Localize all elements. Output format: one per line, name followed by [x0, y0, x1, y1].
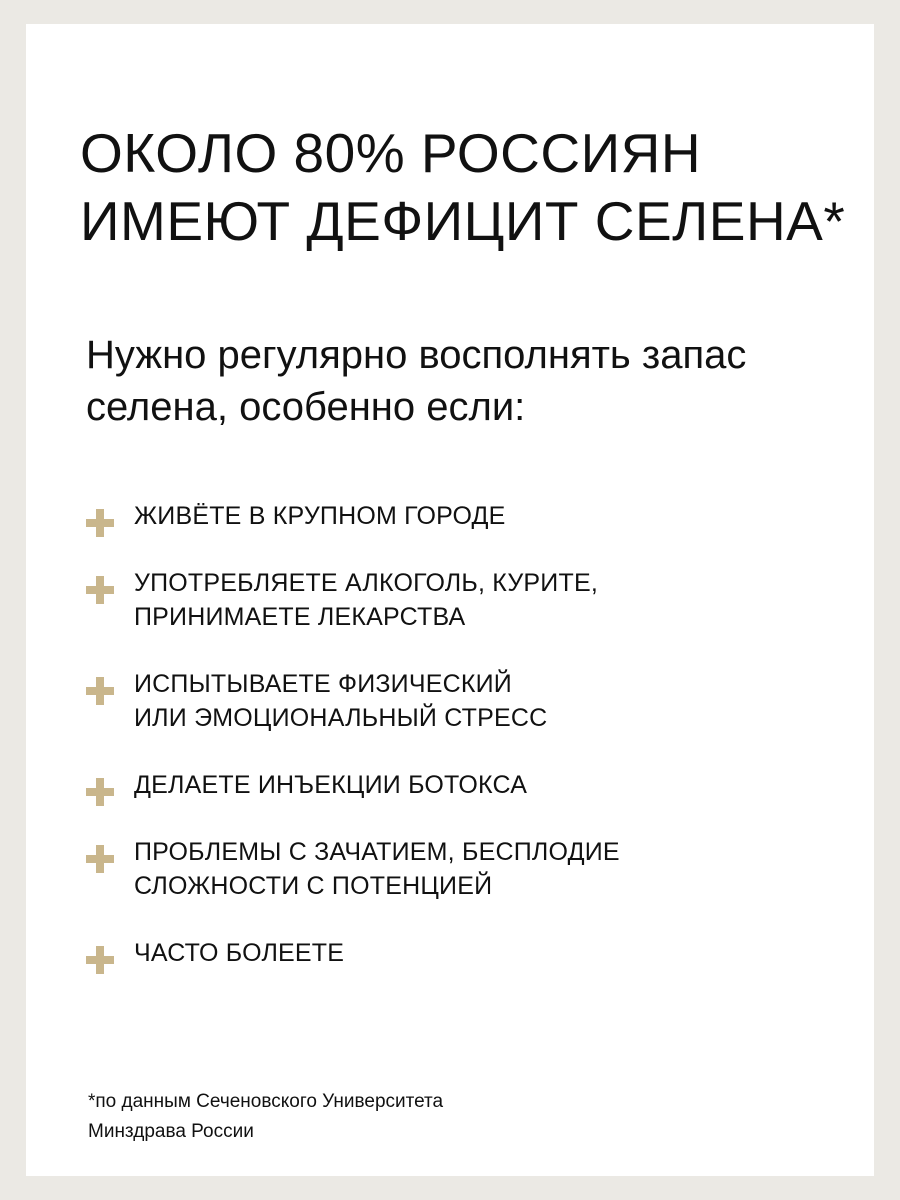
footnote [88, 1087, 443, 1147]
list-item-text: УПОТРЕБЛЯЕТЕ АЛКОГОЛЬ, КУРИТЕ, ПРИНИМАЕТЕ ЛЕКАРСТВА [134, 569, 598, 631]
list-item [86, 667, 846, 735]
subheading-line: селена, особенно если: [86, 385, 526, 429]
list-item-text: ПРОБЛЕМЫ С ЗАЧАТИЕМ, БЕСПЛОДИЕ СЛОЖНОСТИ С ПОТЕНЦИЕЙ [134, 838, 620, 900]
list-item [86, 499, 846, 533]
risk-factor-list [86, 499, 846, 1003]
plus-icon [86, 845, 114, 873]
plus-icon [86, 778, 114, 806]
headline [80, 119, 860, 255]
headline-line: ИМЕЮТ ДЕФИЦИТ СЕЛЕНА* [80, 190, 846, 252]
plus-icon [86, 509, 114, 537]
plus-icon [86, 677, 114, 705]
list-item [86, 936, 846, 970]
list-item-text: ЧАСТО БОЛЕЕТЕ [134, 939, 345, 967]
list-item [86, 835, 846, 903]
list-item-text: ДЕЛАЕТЕ ИНЪЕКЦИИ БОТОКСА [134, 771, 528, 799]
plus-icon [86, 946, 114, 974]
list-item [86, 768, 846, 802]
footnote-line: Минздрава России [88, 1121, 254, 1142]
list-item-text: ИСПЫТЫВАЕТЕ ФИЗИЧЕСКИЙ ИЛИ ЭМОЦИОНАЛЬНЫЙ СТРЕСС [134, 670, 548, 732]
list-item-text: ЖИВЁТЕ В КРУПНОМ ГОРОДЕ [134, 502, 506, 530]
headline-line: ОКОЛО 80% РОССИЯН [80, 122, 702, 184]
subheading-line: Нужно регулярно восполнять запас [86, 333, 747, 377]
subheading [86, 329, 866, 433]
info-card [26, 24, 874, 1176]
footnote-line: *по данным Сеченовского Университета [88, 1091, 444, 1112]
list-item [86, 566, 846, 634]
plus-icon [86, 576, 114, 604]
